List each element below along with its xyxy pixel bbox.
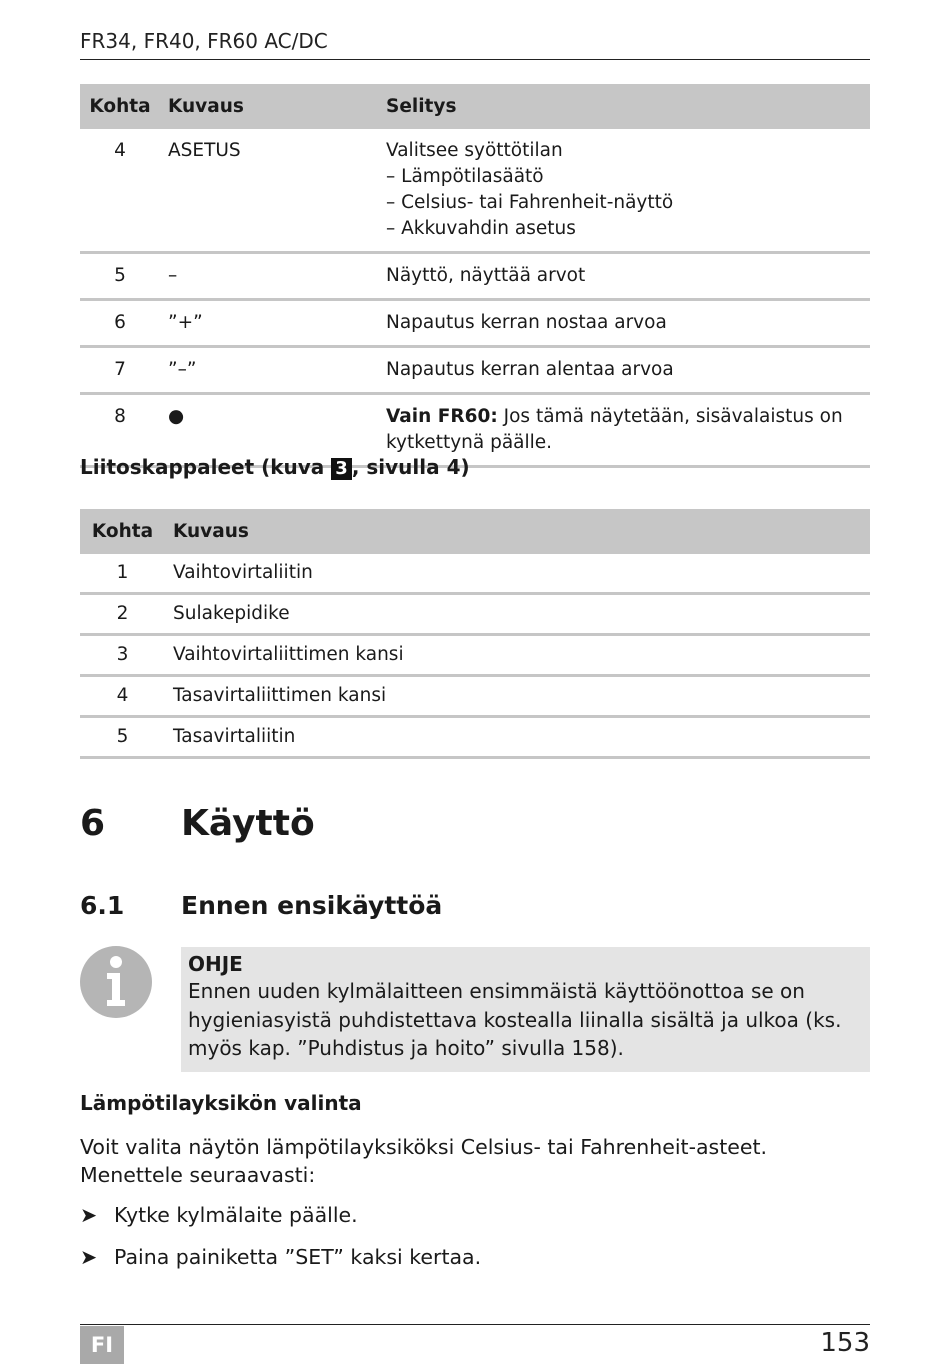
row-description: Vaihtovirtaliittimen kansi [165, 635, 870, 676]
step-text: Kytke kylmälaite päälle. [114, 1203, 358, 1227]
info-icon [80, 946, 152, 1018]
heading-text: Liitoskappaleet (kuva [80, 455, 332, 479]
explanation-bold: Vain FR60: [386, 406, 498, 427]
row-number: 6 [80, 300, 160, 347]
heading-text-tail: , sivulla 4) [351, 455, 470, 479]
step-text: Paina painiketta ”SET” kaksi kertaa. [114, 1245, 482, 1269]
running-header: FR34, FR40, FR60 AC/DC [80, 29, 328, 53]
note-text: Ennen uuden kylmälaitteen ensimmäistä käyttöönottoa se on hygieniasyistä puhdistettava kostealla liinalla sisältä ja ulkoa (ks. myös kap. ”Puhdistus ja hoito” sivulla 158). [188, 979, 842, 1060]
connectors-heading [80, 455, 470, 480]
row-number: 3 [80, 635, 165, 676]
row-number: 8 [80, 394, 160, 467]
row-description: Sulakepidike [165, 594, 870, 635]
explanation-line: – Celsius- tai Fahrenheit-näyttö [386, 192, 674, 213]
table-row [80, 347, 870, 394]
explanation-line: Valitsee syöttötilan [386, 140, 563, 161]
column-header-kohta: Kohta [80, 509, 165, 554]
table-row [80, 635, 870, 676]
header-rule [80, 59, 870, 60]
note-title: OHJE [188, 952, 243, 976]
table-row [80, 129, 870, 253]
row-description: Vaihtovirtaliitin [165, 554, 870, 594]
explanation-line: – Akkuvahdin asetus [386, 218, 576, 239]
row-number: 2 [80, 594, 165, 635]
temp-unit-intro: Voit valita näytön lämpötilayksiköksi Celsius- tai Fahrenheit-asteet. Menettele seuraavasti: [80, 1135, 768, 1187]
table-row [80, 717, 870, 758]
table-header-row [80, 84, 870, 129]
explanation-text: Jos tämä näytetään, sisävalaistus on kytkettynä päälle. [386, 406, 843, 453]
row-description: ”–” [160, 347, 386, 394]
row-description: ASETUS [160, 129, 386, 253]
column-header-kuvaus: Kuvaus [165, 509, 870, 554]
row-explanation: Näyttö, näyttää arvot [386, 253, 870, 300]
column-header-selitys: Selitys [386, 84, 870, 129]
row-description: ”+” [160, 300, 386, 347]
row-number: 7 [80, 347, 160, 394]
row-number: 1 [80, 554, 165, 594]
footer-rule [80, 1324, 870, 1325]
row-description: Tasavirtaliittimen kansi [165, 676, 870, 717]
row-number: 4 [80, 676, 165, 717]
table-header-row [80, 509, 870, 554]
row-description: – [160, 253, 386, 300]
light-dot-icon: ● [160, 394, 386, 467]
connectors-table [80, 509, 870, 759]
column-header-kohta: Kohta [80, 84, 160, 129]
column-header-kuvaus: Kuvaus [160, 84, 386, 129]
row-number: 4 [80, 129, 160, 253]
table-row [80, 300, 870, 347]
note-box [181, 947, 870, 1072]
arrow-bullet-icon: ➤ [80, 1203, 98, 1227]
chapter-number: 6 [80, 803, 106, 844]
row-explanation [386, 129, 870, 253]
subsection-number: 6.1 [80, 891, 125, 920]
table-row [80, 594, 870, 635]
table-row [80, 676, 870, 717]
row-explanation: Napautus kerran alentaa arvoa [386, 347, 870, 394]
figure-number-badge: 3 [331, 458, 352, 480]
row-description: Tasavirtaliitin [165, 717, 870, 758]
row-number: 5 [80, 717, 165, 758]
language-badge: FI [80, 1326, 124, 1364]
explanation-line: – Lämpötilasäätö [386, 166, 544, 187]
page-number: 153 [820, 1328, 870, 1358]
arrow-bullet-icon: ➤ [80, 1245, 98, 1269]
table-row [80, 554, 870, 594]
table-row [80, 253, 870, 300]
row-number: 5 [80, 253, 160, 300]
subsection-title: Ennen ensikäyttöä [181, 891, 443, 920]
row-explanation: Napautus kerran nostaa arvoa [386, 300, 870, 347]
controls-table [80, 84, 870, 468]
list-item [80, 1203, 358, 1227]
list-item [80, 1245, 481, 1269]
temp-unit-heading: Lämpötilayksikön valinta [80, 1091, 362, 1115]
chapter-title: Käyttö [181, 803, 315, 844]
